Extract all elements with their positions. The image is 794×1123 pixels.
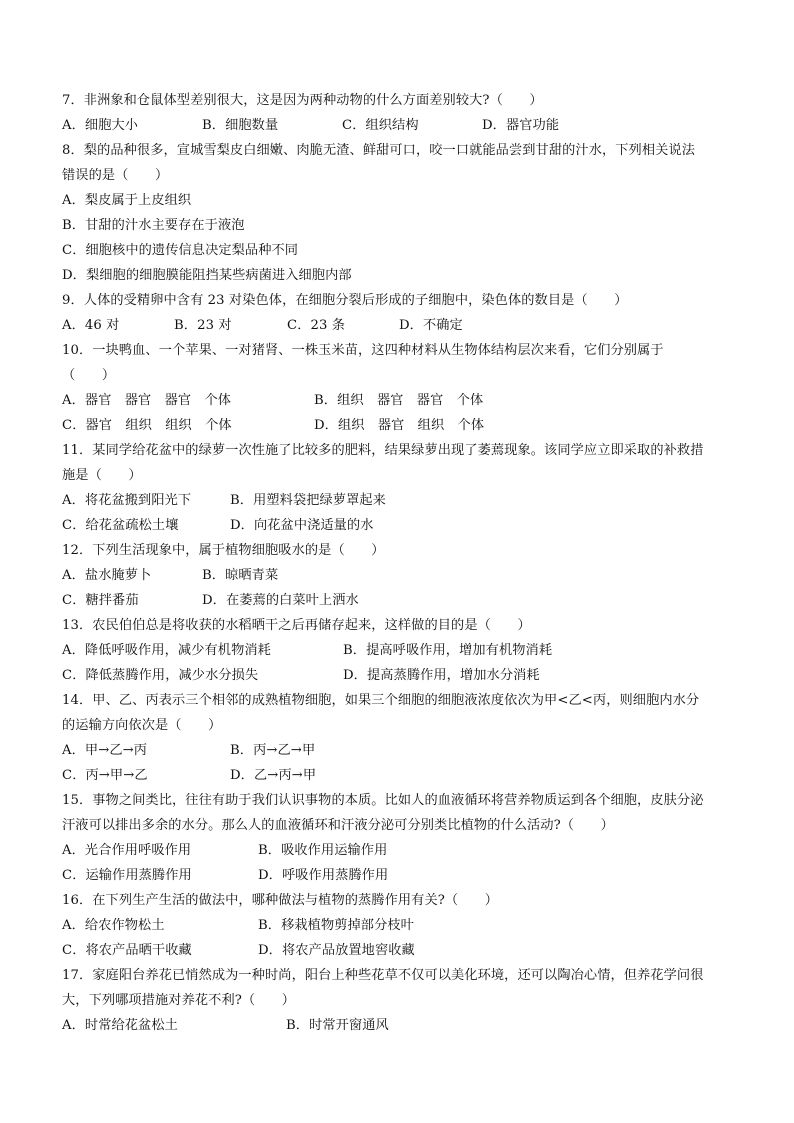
question-15-options-row-2	[62, 863, 734, 888]
question-10-option-b: B．组织 器官 器官 个体	[314, 393, 484, 408]
question-10-options-row-1	[62, 388, 734, 413]
question-16-options-row-2	[62, 938, 734, 963]
question-15-option-a: A．光合作用呼吸作用	[62, 843, 192, 858]
question-11-stem-line-2: 施是（ ）	[62, 468, 142, 483]
question-17-stem-line-2: 大，下列哪项措施对养花不利?（ ）	[62, 993, 296, 1008]
question-11-option-b: B．用塑料袋把绿萝罩起来	[230, 493, 386, 508]
question-16-option-a: A．给农作物松土	[62, 918, 165, 933]
question-17-option-a: A．时常给花盆松土	[62, 1018, 178, 1033]
question-17-options-row-1	[62, 1013, 734, 1038]
question-7-stem: 7．非洲象和仓鼠体型差别很大，这是因为两种动物的什么方面差别较大?（ ）	[62, 93, 543, 108]
question-8-option-c: C．细胞核中的遗传信息决定梨品种不同	[62, 243, 299, 258]
question-14-options-row-2	[62, 763, 734, 788]
question-15-stem-line-2: 汗液可以排出多余的水分。那么人的血液循环和汗液分泌可分别类比植物的什么活动?（ ）	[62, 818, 614, 833]
question-8-option-a: A．梨皮属于上皮组织	[62, 193, 192, 208]
question-13-option-b: B．提高呼吸作用，增加有机物消耗	[343, 643, 553, 658]
question-14-option-b: B．丙→乙→甲	[230, 743, 316, 758]
question-16-option-b: B．移栽植物剪掉部分枝叶	[258, 918, 414, 933]
question-15-option-c: C．运输作用蒸腾作用	[62, 868, 192, 883]
question-9-option-c: C．23 条	[287, 318, 346, 333]
question-10-option-c: C．器官 组织 组织 个体	[62, 418, 232, 433]
question-8-option-d: D．梨细胞的细胞膜能阻挡某些病菌进入细胞内部	[62, 268, 352, 283]
question-13-option-d: D．提高蒸腾作用，增加水分消耗	[343, 668, 540, 683]
question-12-option-c: C．糖拌番茄	[62, 593, 139, 608]
question-11-option-a: A．将花盆搬到阳光下	[62, 493, 192, 508]
question-16-option-c: C．将农产品晒干收藏	[62, 943, 192, 958]
question-10-option-a: A．器官 器官 器官 个体	[62, 393, 232, 408]
question-11-stem-line-1: 11．某同学给花盆中的绿萝一次性施了比较多的肥料，结果绿萝出现了萎蔫现象。该同学应立即采取的补救措	[62, 443, 704, 458]
question-16-option-d: D．将农产品放置地窖收藏	[258, 943, 415, 958]
question-15-option-b: B．吸收作用运输作用	[258, 843, 388, 858]
question-9-option-a: A．46 对	[62, 318, 120, 333]
question-14-option-a: A．甲→乙→丙	[62, 743, 148, 758]
question-12-option-b: B．晾晒青菜	[202, 568, 279, 583]
question-16-stem: 16．在下列生产生活的做法中，哪种做法与植物的蒸腾作用有关?（ ）	[62, 893, 499, 908]
question-12-options-row-2	[62, 588, 734, 613]
question-15-options-row-1	[62, 838, 734, 863]
question-14-options-row-1	[62, 738, 734, 763]
question-10-stem-line-1: 10．一块鸭血、一个苹果、一对猪肾、一株玉米苗，这四种材料从生物体结构层次来看，它们分别属于	[62, 343, 664, 358]
question-12-stem: 12．下列生活现象中，属于植物细胞吸水的是（ ）	[62, 543, 385, 558]
question-17-option-b: B．时常开窗通风	[286, 1018, 389, 1033]
question-12-option-d: D．在萎蔫的白菜叶上洒水	[202, 593, 359, 608]
question-17-stem-line-1: 17．家庭阳台养花已悄然成为一种时尚，阳台上种些花草不仅可以美化环境，还可以陶冶心情，但养花学问很	[62, 968, 704, 983]
question-11-option-d: D．向花盆中浇适量的水	[230, 518, 374, 533]
question-13-stem: 13．农民伯伯总是将收获的水稻晒干之后再储存起来，这样做的目的是（ ）	[62, 618, 531, 633]
question-12-option-a: A．盐水腌萝卜	[62, 568, 152, 583]
question-10-option-d: D．组织 器官 组织 个体	[314, 418, 485, 433]
question-8-option-b: B．甘甜的汁水主要存在于液泡	[62, 218, 245, 233]
question-10-stem-line-2: （ ）	[62, 368, 116, 383]
question-14-stem-line-2: 的运输方向依次是（ ）	[62, 718, 222, 733]
question-13-option-c: C．降低蒸腾作用，减少水分损失	[62, 668, 259, 683]
question-list	[62, 88, 734, 1038]
question-10-options-row-2	[62, 413, 734, 438]
question-7-option-b: B．细胞数量	[202, 118, 279, 133]
question-9-options	[62, 313, 734, 338]
question-14-stem-line-1: 14．甲、乙、丙表示三个相邻的成熟植物细胞，如果三个细胞的细胞液浓度依次为甲<乙<丙，则细胞内水分	[62, 693, 700, 708]
question-14-option-c: C．丙→甲→乙	[62, 768, 148, 783]
question-9-option-b: B．23 对	[174, 318, 232, 333]
question-13-options-row-1	[62, 638, 734, 663]
question-15-option-d: D．呼吸作用蒸腾作用	[258, 868, 389, 883]
question-7-option-d: D．器官功能	[482, 118, 560, 133]
question-9-option-d: D．不确定	[399, 318, 463, 333]
question-13-option-a: A．降低呼吸作用，减少有机物消耗	[62, 643, 271, 658]
question-8-stem-line-2: 错误的是（ ）	[62, 168, 169, 183]
question-7-option-c: C．组织结构	[342, 118, 419, 133]
question-14-option-d: D．乙→丙→甲	[230, 768, 317, 783]
question-7-options	[62, 113, 734, 138]
question-9-stem: 9．人体的受精卵中含有 23 对染色体，在细胞分裂后形成的子细胞中，染色体的数目是（ ）	[62, 293, 628, 308]
question-15-stem-line-1: 15．事物之间类比，往往有助于我们认识事物的本质。比如人的血液循环将营养物质运到各个细胞，皮肤分泌	[62, 793, 704, 808]
question-7-option-a: A．细胞大小	[62, 118, 139, 133]
question-11-options-row-2	[62, 513, 734, 538]
question-16-options-row-1	[62, 913, 734, 938]
question-12-options-row-1	[62, 563, 734, 588]
question-13-options-row-2	[62, 663, 734, 688]
question-8-stem-line-1: 8．梨的品种很多，宣城雪梨皮白细嫩、肉脆无渣、鲜甜可口，咬一口就能品尝到甘甜的汁水，下列相关说法	[62, 143, 695, 158]
question-11-option-c: C．给花盆疏松土壤	[62, 518, 179, 533]
question-11-options-row-1	[62, 488, 734, 513]
